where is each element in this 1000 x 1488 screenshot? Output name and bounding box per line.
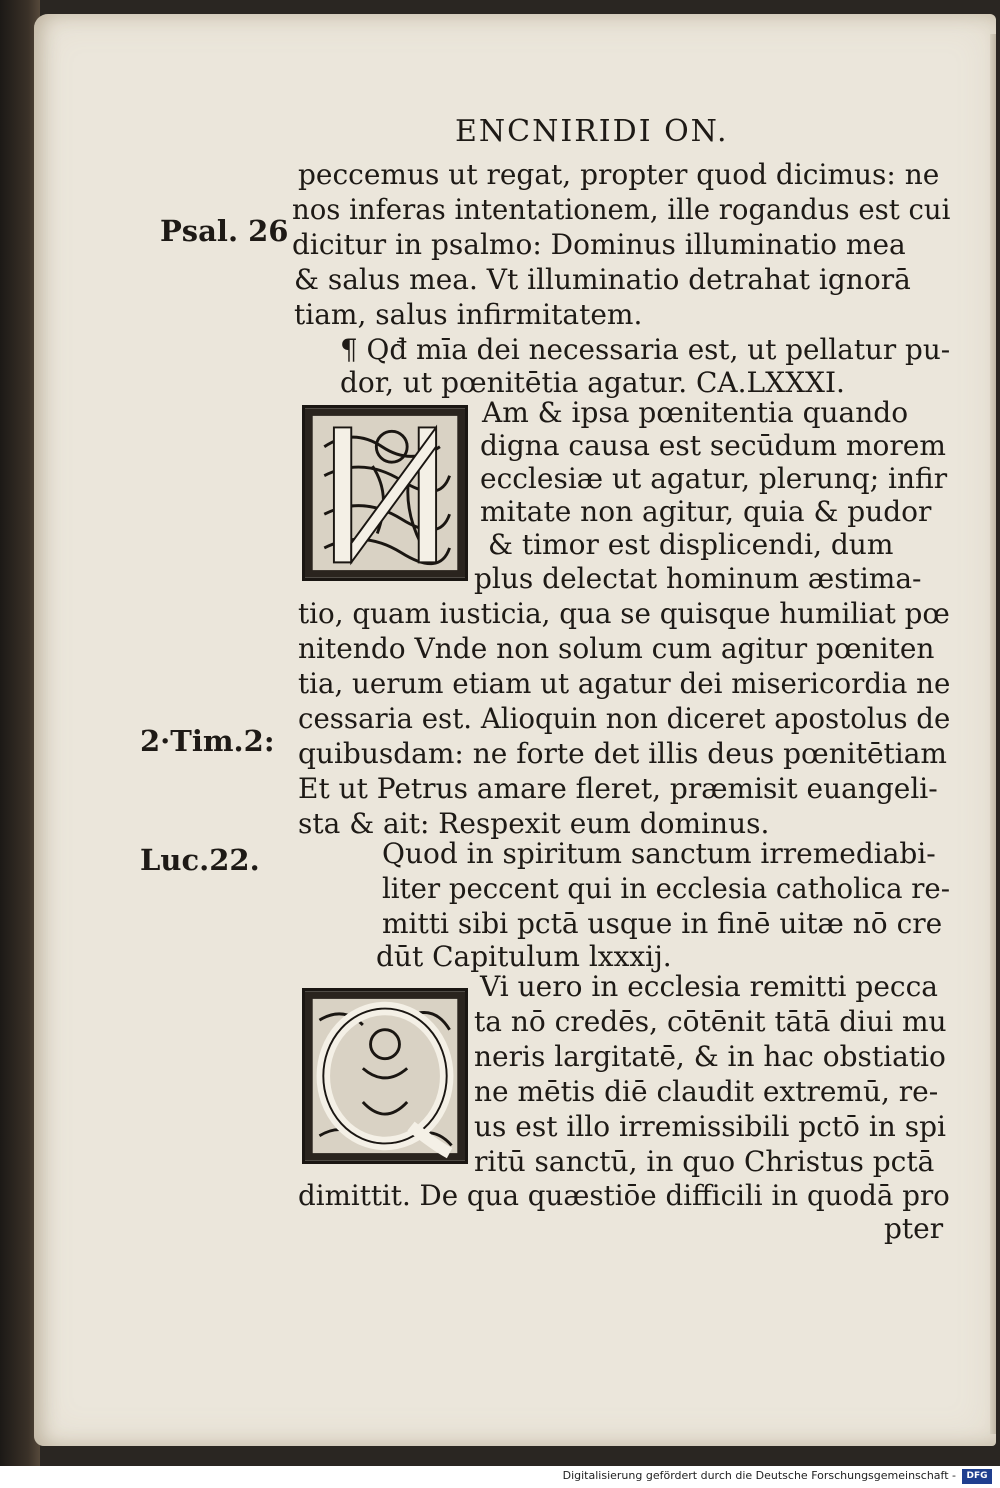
text-line: Et ut Petrus amare fleret, præmisit euangeli- xyxy=(298,772,938,805)
digitization-footer xyxy=(0,1466,1000,1488)
text-line: tia, uerum etiam ut agatur dei misericordia ne xyxy=(298,667,951,700)
text-line: Vi uero in ecclesia remitti pecca xyxy=(480,970,938,1003)
page-edge xyxy=(990,34,996,1434)
text-line: ritū sanctū, in quo Christus pctā xyxy=(474,1145,935,1178)
text-line: neris largitatē, & in hac obstiatio xyxy=(474,1040,946,1073)
text-line: dimittit. De qua quæstiōe difficili in quodā pro xyxy=(298,1179,950,1212)
text-line: Am & ipsa pœnitentia quando xyxy=(482,396,909,429)
text-line: tio, quam iusticia, qua se quisque humiliat pœ xyxy=(298,597,950,630)
text-line: sta & ait: Respexit eum dominus. xyxy=(298,807,770,840)
text-line: & timor est displicendi, dum xyxy=(488,528,894,561)
chapter-heading: mitti sibi pctā usque in finē uitæ nō cre xyxy=(382,907,943,940)
margin-note-psalm: Psal. 26 xyxy=(160,214,289,248)
initial-n-woodcut-icon xyxy=(305,408,465,578)
text-line: nitendo Vnde non solum cum agitur pœniten xyxy=(298,632,935,665)
chapter-heading: Quod in spiritum sanctum irremediabi- xyxy=(382,837,936,870)
text-line: ta nō credēs, cōtēnit tātā diui mu xyxy=(474,1005,947,1038)
catchword: pter xyxy=(884,1212,944,1245)
initial-n-woodcut xyxy=(302,405,468,581)
text-line: mitate non agitur, quia & pudor xyxy=(480,495,932,528)
chapter-heading: dūt Capitulum lxxxij. xyxy=(376,940,672,973)
text-line: peccemus ut regat, propter quod dicimus: ne xyxy=(298,158,940,191)
text-line: cessaria est. Alioquin non diceret apostolus de xyxy=(298,702,951,735)
text-line: quibusdam: ne forte det illis deus pœnitētiam xyxy=(298,737,947,770)
text-line: ne mētis diē claudit extremū, re- xyxy=(474,1075,939,1108)
dfg-logo: DFG xyxy=(962,1469,992,1484)
initial-q-woodcut xyxy=(302,988,468,1164)
text-line: us est illo irremissibili pctō in spi xyxy=(474,1110,946,1143)
text-line: tiam, salus infirmitatem. xyxy=(294,298,643,331)
chapter-heading: dor, ut pœnitētia agatur. CA.LXXXI. xyxy=(340,366,845,399)
margin-note-timothy: 2·Tim.2: xyxy=(140,724,275,758)
text-line: ecclesiæ ut agatur, plerunq; infir xyxy=(480,462,948,495)
chapter-heading: ¶ Qđ mīa dei necessaria est, ut pellatur pu- xyxy=(340,333,951,366)
chapter-heading: liter peccent qui in ecclesia catholica re- xyxy=(382,872,951,905)
text-line: dicitur in psalmo: Dominus illuminatio mea xyxy=(292,228,906,261)
text-line: nos inferas intentationem, ille rogandus est cui xyxy=(292,193,951,226)
text-line: plus delectat hominum æstima- xyxy=(474,562,922,595)
running-head: ENCNIRIDI ON. xyxy=(455,114,729,149)
initial-q-woodcut-icon xyxy=(305,991,465,1161)
text-line: digna causa est secūdum morem xyxy=(480,429,946,462)
footer-credit: Digitalisierung gefördert durch die Deutsche Forschungsgemeinschaft - xyxy=(562,1469,956,1482)
margin-note-luke: Luc.22. xyxy=(140,843,260,877)
text-line: & salus mea. Vt illuminatio detrahat ignorā xyxy=(294,263,911,296)
